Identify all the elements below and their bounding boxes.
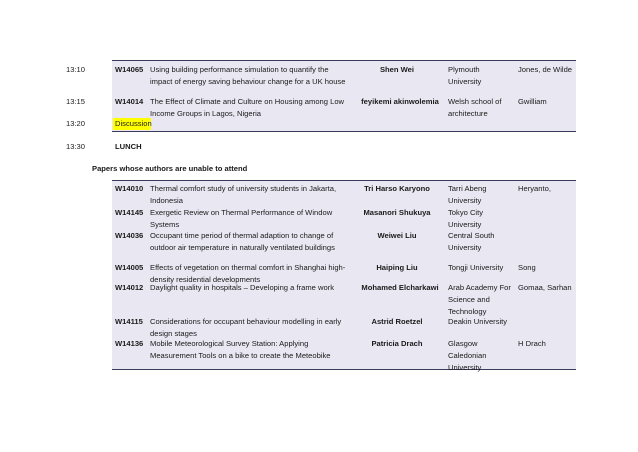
affiliation-line: architecture bbox=[448, 109, 488, 118]
affiliation-line: Tongji University bbox=[448, 263, 504, 272]
chair-name: Gwilliam bbox=[518, 97, 547, 106]
paper-title-line: outdoor air temperature in naturally ventilated buildings bbox=[150, 243, 335, 252]
paper-title-line: Exergetic Review on Thermal Performance of Window bbox=[150, 208, 333, 217]
paper-code: W14012 bbox=[115, 283, 144, 292]
affiliation-line: University bbox=[448, 220, 482, 229]
session-time: 13:10 bbox=[66, 65, 86, 74]
paper-title-line: design stages bbox=[150, 329, 197, 338]
affiliation-line: University bbox=[448, 243, 482, 252]
chair-name: Heryanto, bbox=[518, 184, 551, 193]
paper-title-line: Indonesia bbox=[150, 196, 183, 205]
affiliation-line: Welsh school of bbox=[448, 97, 502, 106]
lunch-label: LUNCH bbox=[115, 142, 142, 151]
affiliation-line: Central South bbox=[448, 231, 495, 240]
affiliation-line: Caledonian bbox=[448, 351, 487, 360]
author-name: Masanori Shukuya bbox=[363, 208, 431, 217]
discussion-label: Discussion bbox=[115, 119, 152, 128]
affiliation-line: Plymouth bbox=[448, 65, 480, 74]
paper-title-line: Mobile Meteorological Survey Station: Applying bbox=[150, 339, 309, 348]
paper-code: W14136 bbox=[115, 339, 144, 348]
affiliation-line: Technology bbox=[448, 307, 487, 316]
author-name: Shen Wei bbox=[379, 65, 415, 74]
affiliation-line: Tarri Abeng bbox=[448, 184, 487, 193]
paper-code: W14145 bbox=[115, 208, 144, 217]
affiliation-line: Science and bbox=[448, 295, 490, 304]
paper-title-line: Using building performance simulation to quantify the bbox=[150, 65, 329, 74]
author-name: Tri Harso Karyono bbox=[364, 184, 430, 193]
paper-title-line: Thermal comfort study of university students in Jakarta, bbox=[150, 184, 337, 193]
affiliation-line: Deakin University bbox=[448, 317, 508, 326]
author-name: Haiping Liu bbox=[376, 263, 418, 272]
author-name: Mohamed Elcharkawi bbox=[361, 283, 439, 292]
author-name: Patricia Drach bbox=[371, 339, 423, 348]
affiliation-line: University bbox=[448, 77, 482, 86]
paper-code: W14036 bbox=[115, 231, 144, 240]
panel-rule bbox=[112, 369, 576, 370]
author-name: Weiwei Liu bbox=[377, 231, 417, 240]
affiliation-line: Arab Academy For bbox=[448, 283, 511, 292]
section-heading: Papers whose authors are unable to attend bbox=[92, 164, 248, 173]
chair-name: Gomaa, Sarhan bbox=[518, 283, 572, 292]
paper-code: W14005 bbox=[115, 263, 144, 272]
panel-rule bbox=[112, 131, 576, 132]
session-time: 13:30 bbox=[66, 142, 86, 151]
paper-code: W14115 bbox=[115, 317, 143, 326]
paper-code: W14065 bbox=[115, 65, 144, 74]
paper-code: W14010 bbox=[115, 184, 144, 193]
affiliation-line: Tokyo City bbox=[448, 208, 484, 217]
paper-title-line: Income Groups in Lagos, Nigeria bbox=[150, 109, 262, 118]
paper-title-line: Systems bbox=[150, 220, 180, 229]
chair-name: Jones, de Wilde bbox=[518, 65, 573, 74]
affiliation-line: University bbox=[448, 363, 482, 372]
paper-title-line: Effects of vegetation on thermal comfort in Shanghai high- bbox=[150, 263, 346, 272]
panel-rule bbox=[112, 60, 576, 61]
paper-code: W14014 bbox=[115, 97, 144, 106]
paper-title-line: Daylight quality in hospitals – Developing a frame work bbox=[150, 283, 335, 292]
paper-title-line: Measurement Tools on a bike to create the Meteobike bbox=[150, 351, 331, 360]
paper-title-line: density residential developments bbox=[150, 275, 261, 284]
chair-name: H Drach bbox=[518, 339, 546, 348]
author-name: feyikemi akinwolemia bbox=[361, 97, 439, 106]
paper-title-line: Occupant time period of thermal adaption to change of bbox=[150, 231, 334, 240]
affiliation-line: Glasgow bbox=[448, 339, 478, 348]
paper-title-line: The Effect of Climate and Culture on Housing among Low bbox=[150, 97, 345, 106]
affiliation-line: University bbox=[448, 196, 482, 205]
session-time: 13:15 bbox=[66, 97, 86, 106]
panel-rule bbox=[112, 180, 576, 181]
chair-name: Song bbox=[518, 263, 536, 272]
author-name: Astrid Roetzel bbox=[371, 317, 423, 326]
paper-title-line: impact of energy saving behaviour change for a UK house bbox=[150, 77, 346, 86]
session-time: 13:20 bbox=[66, 119, 86, 128]
paper-title-line: Considerations for occupant behaviour modelling in early bbox=[150, 317, 342, 326]
